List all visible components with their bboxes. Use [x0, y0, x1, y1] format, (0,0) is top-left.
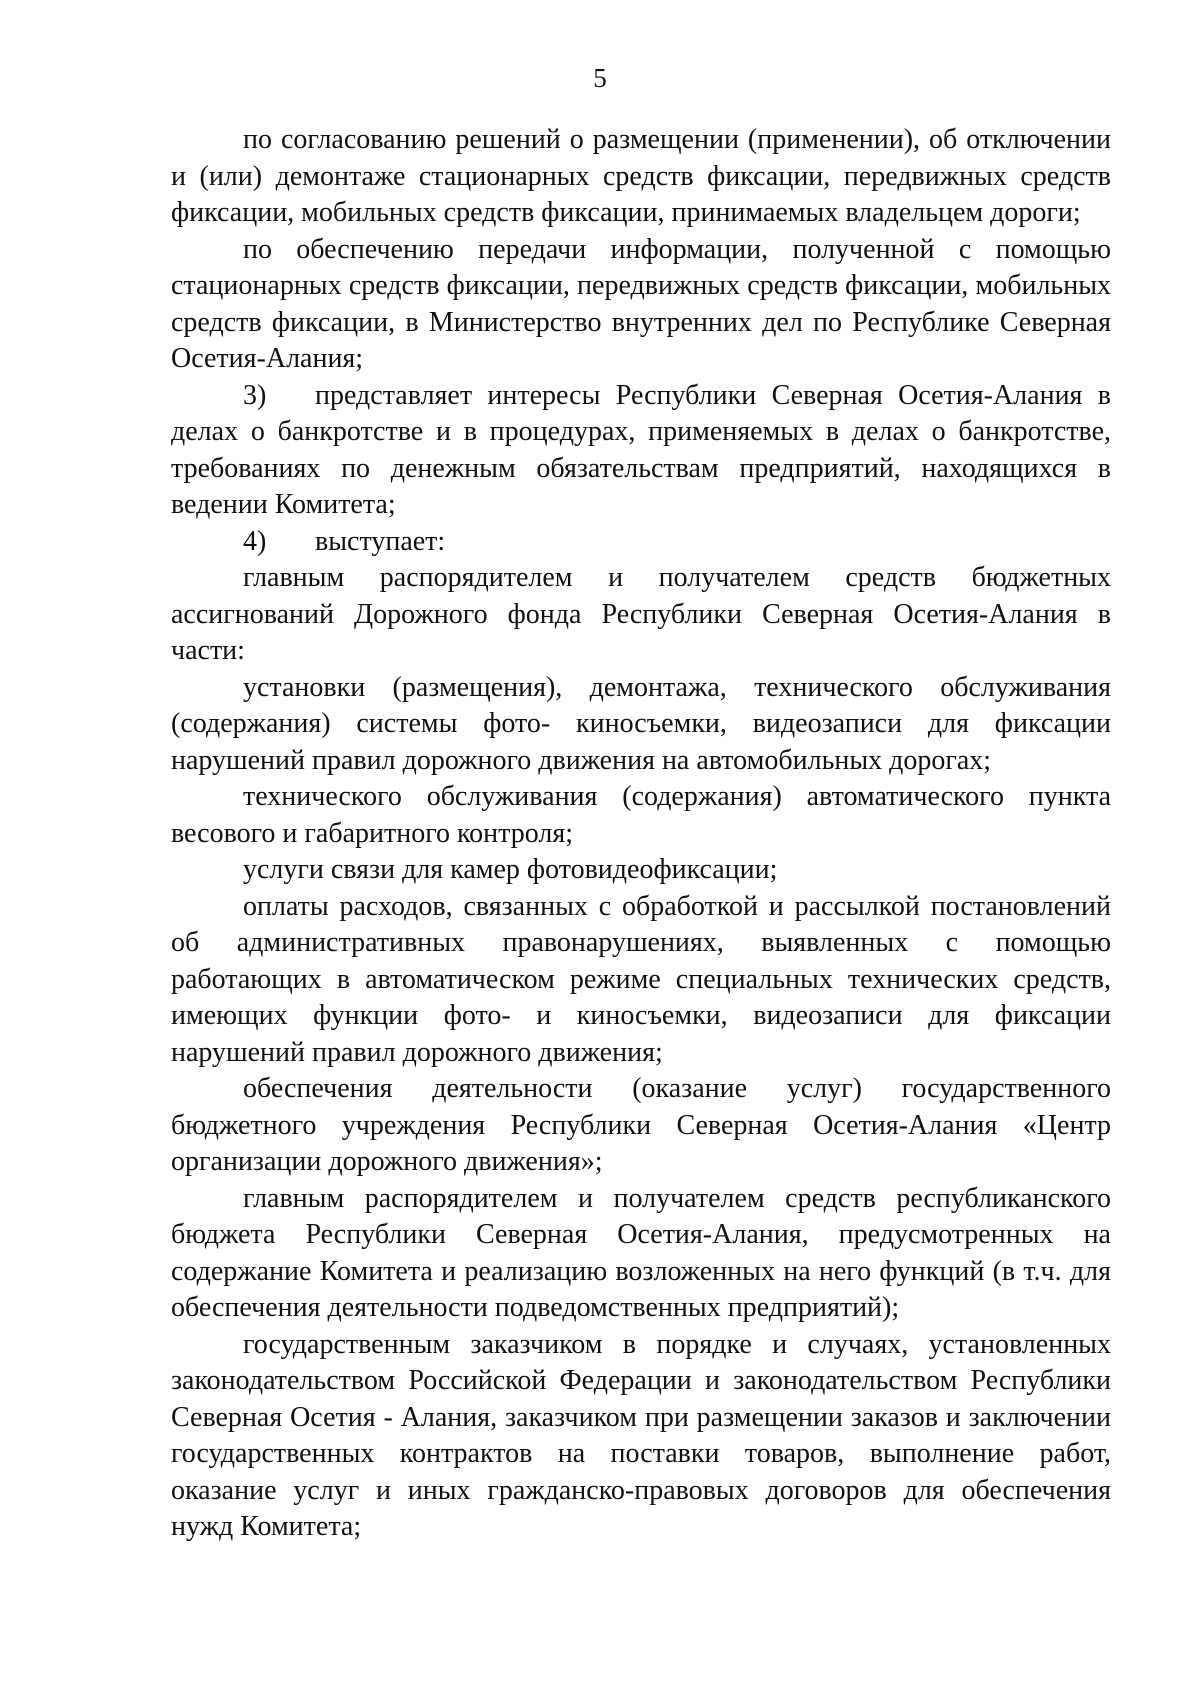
paragraph-coordination-decisions: по согласованию решений о размещении (применении), об отключении и (или) демонтаже стационарных средств фиксации, передвижных средств фиксации, мобильных средств фиксации, принимаемых владельцем дороги;: [171, 124, 1111, 228]
paragraph-communication-services: услуги связи для камер фотовидеофиксации;: [243, 854, 778, 885]
paragraph-chief-manager-budget: главным распорядителем и получателем средств республиканского бюджета Республики Северная Осетия-Алания, предусмотренных на содержание Комитета и реализацию возложенных на него функций (в т.ч. для обеспечения деятельности подведомственных предприятий);: [171, 1182, 1111, 1323]
document-body: [171, 122, 1111, 1546]
paragraph-budget-institution: обеспечения деятельности (оказание услуг) государственного бюджетного учреждения Республики Северная Осетия-Алания «Центр организации дорожного движения»;: [171, 1073, 1111, 1177]
paragraph-installation: установки (размещения), демонтажа, технического обслуживания (содержания) системы фото- киносъемки, видеозаписи для фиксации нарушений правил дорожного движения на автомобильных дорогах;: [171, 671, 1111, 776]
paragraph-weight-control: технического обслуживания (содержания) автоматического пункта весового и габаритного контроля;: [171, 781, 1111, 849]
page-number: 5: [593, 63, 607, 93]
paragraph-expenses-processing: оплаты расходов, связанных с обработкой и рассылкой постановлений об административных правонарушениях, выявленных с помощью работающих в автоматическом режиме специальных технических средств, имеющих функции фото- и киносъемки, видеозаписи для фиксации нарушений правил дорожного движения;: [171, 890, 1111, 1068]
item-text: выступает:: [315, 525, 446, 557]
paragraph-item-4: [171, 524, 1111, 561]
item-text: представляет интересы Республики Северная Осетия-Алания в делах о банкротстве и в процедурах, применяемых в делах о банкротстве, требованиях по денежным обязательствам предприятий, находящихся в ведении Комитета;: [171, 379, 1111, 520]
paragraph-information-transfer: по обеспечению передачи информации, полученной с помощью стационарных средств фиксации, передвижных средств фиксации, мобильных средств фиксации, в Министерство внутренних дел по Республике Северная Осетия-Алания;: [171, 233, 1111, 374]
item-number: 4): [243, 525, 267, 557]
paragraph-chief-manager-road-fund: главным распорядителем и получателем средств бюджетных ассигнований Дорожного фонда Республики Северная Осетия-Алания в части:: [171, 562, 1111, 666]
paragraph-state-customer: государственным заказчиком в порядке и случаях, установленных законодательством Российской Федерации и законодательством Республики Северная Осетия - Алания, заказчиком при размещении заказов и заключении государственных контрактов на поставки товаров, выполнение работ, оказание услуг и иных гражданско-правовых договоров для обеспечения нужд Комитета;: [171, 1328, 1111, 1542]
item-number: 3): [243, 379, 267, 411]
paragraph-item-3: [171, 378, 1111, 524]
